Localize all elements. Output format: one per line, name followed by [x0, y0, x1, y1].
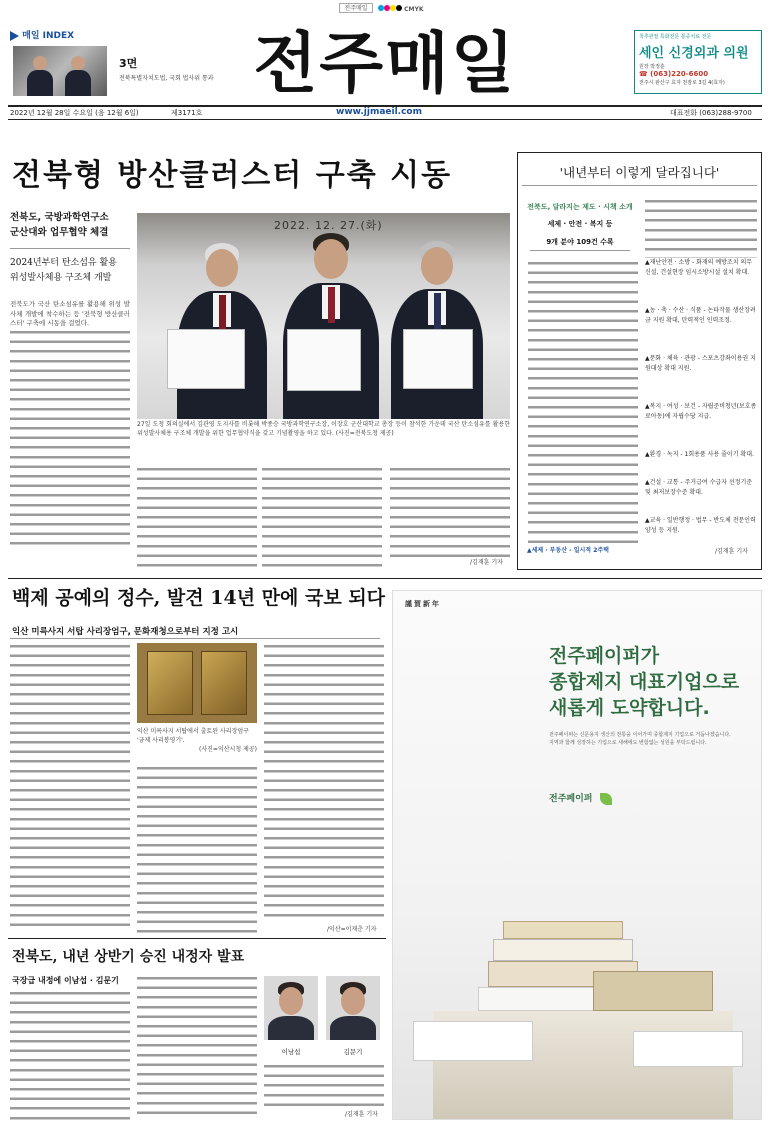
index-desc: 전북특별자치도법, 국회 법사위 통과	[119, 75, 214, 82]
second-headline: 백제 공예의 정수, 발견 14년 만에 국보 되다	[12, 587, 386, 609]
second-caption-credit: (사진=익산시청 제공)	[199, 746, 257, 753]
third-body-col1	[10, 990, 130, 1120]
sidebar-title: '내년부터 이렇게 달라집니다'	[559, 165, 720, 180]
lead-caption-credit: (사진=전북도청 제공)	[335, 430, 394, 437]
ad-address: 전주시 완산구 효자 천잠로 3길 4(효자)	[639, 80, 725, 86]
ad-line-1: 전주페이퍼가	[549, 645, 660, 667]
ad-headline	[549, 643, 739, 721]
ad-logo-text: 전주페이퍼	[549, 794, 593, 804]
ad-small-1: 전주페이퍼는 신문용지 생산의 전통을 이어가며 종합제지 기업으로 거듭나겠습니다.	[549, 732, 731, 738]
agreement-doc-1	[167, 329, 245, 389]
lead-caption	[137, 420, 510, 438]
sidebar-byline: /김재훈 기자	[715, 548, 748, 555]
ad-line-2: 종합제지 대표기업으로	[549, 671, 740, 693]
sidebar-bottom-item: ▲세제 · 부동산 - 일시적 2주택	[527, 547, 609, 554]
lead-body-col2	[137, 466, 257, 567]
sidebar-subtitle: 전북도, 달라지는 제도 · 시책 소개	[527, 203, 633, 211]
sidebar-item-6: ▲교육 · 일반행정 · 법무 - 반도체 전문인력 양성 등 지원.	[645, 517, 756, 534]
phone-number: 대표전화 (063)288-9700	[670, 109, 752, 117]
lead-subhead-2: 위성발사체용 구조체 개발	[10, 273, 112, 283]
lead-caption-text: 27일 도청 회의실에서 김관영 도지사를 비롯해 박종승 국방과학연구소장, 이장호 군산대학교 총장 등이 참석한 가운데 국산 탄소섬유를 활용한 위성발사체용 구조체 개발을 위한 업무협약식을 갖고 기념촬영을 하고 있다.	[137, 421, 510, 437]
second-kicker: 익산 미륵사지 서탑 사리장엄구, 문화재청으로부터 지정 고시	[12, 627, 239, 637]
third-kicker: 국장급 내정에 이남섭 · 김문기	[12, 976, 119, 985]
third-body-col3	[264, 1063, 384, 1107]
sidebar-item-1: ▲농 · 축 · 수산 · 식품 - 논타작물 생산장려금 지원 확대, 탄력적인 인력조정.	[645, 307, 756, 324]
lead-kicker-2: 군산대와 업무협약 체결	[10, 227, 109, 238]
lead-body-col1	[10, 300, 130, 568]
lead-kicker	[10, 210, 130, 240]
top-tag: 전주매일	[339, 3, 373, 13]
sidebar-sub2: 세제 · 안전 · 복지 등	[547, 220, 613, 228]
third-body-col2	[137, 975, 257, 1120]
golden-plaque-left	[147, 651, 193, 715]
ad-small-2: 지역과 함께 성장하는 기업으로 새해에도 변함없는 성원을 부탁드립니다.	[549, 740, 707, 746]
lead-headline: 전북형 방산클러스터 구축 시동	[12, 158, 453, 193]
sidebar-item-2: ▲문화 · 체육 · 관광 - 스포츠강좌이용권 지원대상 확대 지원.	[645, 355, 756, 372]
issue-date: 2022년 12월 28일 수요일 (음 12월 6일)	[10, 109, 139, 117]
newspaper-logo: 전주매일	[253, 25, 517, 102]
ad-phone: ☎ (063)220-6600	[639, 70, 709, 78]
masthead-ad	[634, 30, 762, 94]
lead-photo	[137, 213, 510, 419]
sidebar-item-0: ▲재난안전 · 소방 - 화재의 예방조치 의무 신설, 건설현장 임시소방시설 설치 확대.	[645, 259, 753, 276]
relic-photo	[137, 643, 257, 723]
second-caption-text: 익산 미륵사지 서탑에서 출토된 사리장엄구 '금제 사리봉영기'.	[137, 728, 249, 744]
jeonju-paper-ad	[392, 590, 762, 1120]
lead-subhead	[10, 256, 130, 286]
photo-banner: 2022. 12. 27.(화)	[274, 219, 383, 232]
sidebar-item-4: ▲환경 · 녹지 - 1회용품 사용 줄이기 확대.	[645, 451, 754, 458]
leaf-icon	[600, 793, 612, 805]
ad-logo	[549, 791, 612, 805]
index-header: 매일 INDEX	[10, 28, 240, 41]
lead-body-col3	[262, 466, 382, 567]
agreement-doc-3	[403, 329, 473, 389]
portrait-1-name: 이남섭	[281, 1048, 301, 1056]
sidebar-sub3: 9개 분야 109건 수록	[546, 238, 614, 246]
sidebar-body-col1	[528, 260, 638, 545]
lead-body-start: 전북도가 국산 탄소섬유를 활용해 위성 발사체 개발에 착수하는 등 '전북형 방산클러스터' 구축에 시동을 걸었다.	[10, 300, 130, 328]
site-url[interactable]: www.jjmaeil.com	[336, 107, 422, 117]
second-byline: /익산=이재춘 기자	[327, 926, 377, 933]
index-page: 3면	[119, 57, 138, 70]
sidebar-items	[645, 258, 757, 544]
lead-subhead-1: 2024년부터 탄소섬유 활용	[10, 258, 117, 268]
golden-plaque-right	[201, 651, 247, 715]
third-headline: 전북도, 내년 상반기 승진 내정자 발표	[12, 949, 245, 965]
cmyk-marks	[378, 5, 423, 13]
ad-director: 원장 박정훈	[639, 64, 665, 70]
second-caption	[137, 727, 257, 754]
portrait-2-name: 김문기	[343, 1048, 363, 1056]
ad-clinic-name: 세인 신경외과 의원	[639, 46, 749, 61]
agreement-doc-2	[287, 329, 361, 391]
sidebar-body-col2	[645, 198, 757, 258]
second-body-col1	[10, 643, 130, 933]
index-box	[10, 28, 240, 100]
ad-line-3: 새롭게 도약합니다.	[549, 697, 710, 719]
second-body-col2	[137, 765, 257, 933]
second-body-col3	[264, 643, 384, 923]
lead-byline: /김재훈 기자	[470, 559, 503, 566]
sidebar-item-3: ▲복지 · 여성 · 보건 - 자립준비청년(보호종료아동)에 자립수당 지급.	[645, 403, 757, 420]
lead-kicker-1: 전북도, 국방과학연구소	[10, 212, 109, 223]
sidebar-item-5: ▲건설 · 교통 - 주거급여 수급자 선정기준 및 최저보장수준 확대.	[645, 479, 753, 496]
lead-body-col4	[390, 466, 510, 558]
index-thumbnail	[13, 46, 107, 96]
third-byline: /김재훈 기자	[345, 1111, 378, 1118]
cmyk-label: CMYK	[404, 6, 424, 13]
portrait-2	[326, 976, 380, 1040]
issue-number: 제3171호	[171, 109, 203, 117]
ad-small	[549, 731, 739, 747]
portrait-1	[264, 976, 318, 1040]
ad-tagline: 척추관절 특화전문 통증치료 전문	[639, 34, 712, 40]
ad-greeting: 謹賀新年	[405, 600, 441, 608]
